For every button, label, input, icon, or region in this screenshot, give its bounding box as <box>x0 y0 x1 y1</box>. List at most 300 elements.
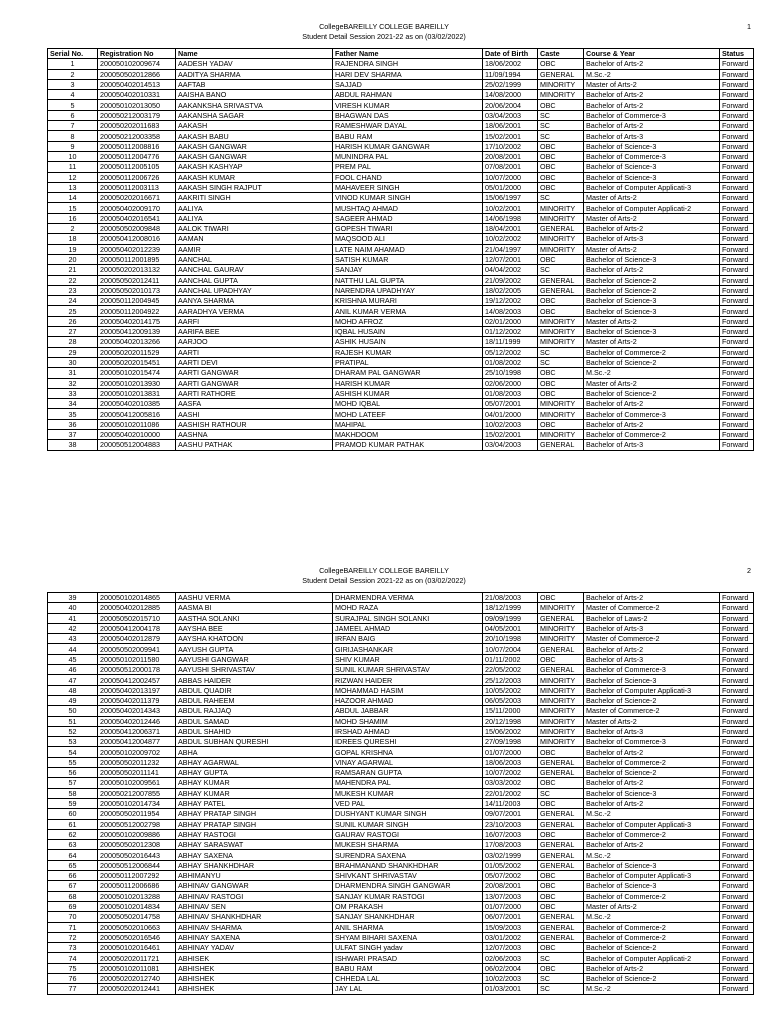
registration-cell: 200050102011580 <box>98 654 176 664</box>
registration-cell: 200050212003179 <box>98 110 176 120</box>
table-row <box>48 695 754 705</box>
registration-cell: 200050112006726 <box>98 172 176 182</box>
caste-cell: SC <box>538 953 584 963</box>
column-header: Father Name <box>333 49 483 59</box>
status-cell: Forward <box>720 665 754 675</box>
serial-cell: 57 <box>48 778 98 788</box>
dob-cell: 10/02/2001 <box>483 203 538 213</box>
caste-cell: GENERAL <box>538 840 584 850</box>
serial-cell: 12 <box>48 172 98 182</box>
dob-cell: 16/07/2003 <box>483 829 538 839</box>
session-subtitle: Student Detail Session 2021-22 as on (03/02/2022) <box>302 32 466 41</box>
course-cell: Master of Arts-2 <box>584 244 720 254</box>
course-cell: M.Sc.-2 <box>584 368 720 378</box>
serial-cell: 69 <box>48 901 98 911</box>
father-name-cell: RAMSARAN GUPTA <box>333 768 483 778</box>
dob-cell: 18/06/2001 <box>483 121 538 131</box>
status-cell: Forward <box>720 110 754 120</box>
serial-cell: 11 <box>48 162 98 172</box>
serial-cell: 34 <box>48 399 98 409</box>
course-cell: Bachelor of Science-2 <box>584 388 720 398</box>
father-name-cell: MUKESH KUMAR <box>333 788 483 798</box>
serial-cell: 38 <box>48 440 98 450</box>
report-page-2 <box>0 558 768 995</box>
table-row <box>48 399 754 409</box>
caste-cell: OBC <box>538 871 584 881</box>
status-cell: Forward <box>720 121 754 131</box>
father-name-cell: ULFAT SINGH yadav <box>333 943 483 953</box>
table-row <box>48 675 754 685</box>
status-cell: Forward <box>720 850 754 860</box>
name-cell: AAKANSHA SAGAR <box>176 110 333 120</box>
registration-cell: 200050212003358 <box>98 131 176 141</box>
caste-cell: OBC <box>538 747 584 757</box>
caste-cell: GENERAL <box>538 860 584 870</box>
course-cell: Master of Commerce-2 <box>584 634 720 644</box>
course-cell: Master of Arts-2 <box>584 79 720 89</box>
father-name-cell: SUNIL KUMAR SHRIVASTAV <box>333 665 483 675</box>
status-cell: Forward <box>720 368 754 378</box>
table-row <box>48 368 754 378</box>
caste-cell: GENERAL <box>538 644 584 654</box>
registration-cell: 200050102013050 <box>98 100 176 110</box>
registration-cell: 200050502010173 <box>98 285 176 295</box>
status-cell: Forward <box>720 100 754 110</box>
table-row <box>48 932 754 942</box>
status-cell: Forward <box>720 881 754 891</box>
registration-cell: 200050412002457 <box>98 675 176 685</box>
dob-cell: 20/06/2004 <box>483 100 538 110</box>
father-name-cell: RIZWAN HAIDER <box>333 675 483 685</box>
caste-cell: OBC <box>538 654 584 664</box>
registration-cell: 200050412004178 <box>98 623 176 633</box>
serial-cell: 73 <box>48 943 98 953</box>
course-cell: Bachelor of Science-3 <box>584 172 720 182</box>
course-cell: M.Sc.-2 <box>584 912 720 922</box>
dob-cell: 06/05/2003 <box>483 695 538 705</box>
name-cell: ABHISHEK <box>176 963 333 973</box>
status-cell: Forward <box>720 912 754 922</box>
course-cell: Bachelor of Arts-2 <box>584 90 720 100</box>
status-cell: Forward <box>720 213 754 223</box>
course-cell: Bachelor of Arts-2 <box>584 399 720 409</box>
table-row <box>48 69 754 79</box>
registration-cell: 200050102016461 <box>98 943 176 953</box>
father-name-cell: OM PRAKASH <box>333 901 483 911</box>
table-row <box>48 809 754 819</box>
dob-cell: 20/10/1998 <box>483 634 538 644</box>
dob-cell: 01/12/2002 <box>483 327 538 337</box>
course-cell: Bachelor of Science-2 <box>584 695 720 705</box>
dob-cell: 10/02/2003 <box>483 973 538 983</box>
registration-cell: 200050402014343 <box>98 706 176 716</box>
name-cell: ABDUL QUADIR <box>176 685 333 695</box>
father-name-cell: SHIV KUMAR <box>333 654 483 664</box>
serial-cell: 28 <box>48 337 98 347</box>
table-row <box>48 778 754 788</box>
table-row <box>48 623 754 633</box>
dob-cell: 15/11/2000 <box>483 706 538 716</box>
name-cell: ABHINAY SAXENA <box>176 932 333 942</box>
course-cell: Bachelor of Arts-3 <box>584 623 720 633</box>
serial-cell: 45 <box>48 654 98 664</box>
table-row <box>48 275 754 285</box>
father-name-cell: VINAY AGARWAL <box>333 757 483 767</box>
course-cell: Bachelor of Arts-3 <box>584 726 720 736</box>
name-cell: ABHAY AGARWAL <box>176 757 333 767</box>
registration-cell: 200050202012441 <box>98 984 176 994</box>
table-row <box>48 347 754 357</box>
status-cell: Forward <box>720 275 754 285</box>
name-cell: ABDUL RAHEEM <box>176 695 333 705</box>
name-cell: ABHA <box>176 747 333 757</box>
table-header-row <box>48 49 754 59</box>
table-row <box>48 706 754 716</box>
name-cell: ABHAY SARASWAT <box>176 840 333 850</box>
registration-cell: 200050502016546 <box>98 932 176 942</box>
father-name-cell: JAY LAL <box>333 984 483 994</box>
table-row <box>48 881 754 891</box>
dob-cell: 06/02/2004 <box>483 963 538 973</box>
table-row <box>48 90 754 100</box>
dob-cell: 09/09/1999 <box>483 613 538 623</box>
registration-cell: 200050502016443 <box>98 850 176 860</box>
status-cell: Forward <box>720 141 754 151</box>
registration-cell: 200050202011721 <box>98 953 176 963</box>
status-cell: Forward <box>720 788 754 798</box>
course-cell: Bachelor of Science-3 <box>584 162 720 172</box>
table-row <box>48 757 754 767</box>
course-cell: Bachelor of Science-3 <box>584 254 720 264</box>
dob-cell: 12/07/2001 <box>483 254 538 264</box>
registration-cell: 200050512004883 <box>98 440 176 450</box>
serial-cell: 7 <box>48 121 98 131</box>
table-row <box>48 440 754 450</box>
status-cell: Forward <box>720 337 754 347</box>
table-row <box>48 788 754 798</box>
caste-cell: GENERAL <box>538 757 584 767</box>
serial-cell: 9 <box>48 141 98 151</box>
registration-cell: 200050412009139 <box>98 327 176 337</box>
status-cell: Forward <box>720 399 754 409</box>
table-row <box>48 59 754 69</box>
father-name-cell: SURENDRA SAXENA <box>333 850 483 860</box>
dob-cell: 20/12/1998 <box>483 716 538 726</box>
father-name-cell: LATE NAIM AHAMAD <box>333 244 483 254</box>
course-cell: M.Sc.-2 <box>584 69 720 79</box>
name-cell: ABHINAV SEN <box>176 901 333 911</box>
serial-cell: 23 <box>48 285 98 295</box>
course-cell: Bachelor of Science-2 <box>584 943 720 953</box>
father-name-cell: GIRIJASHANKAR <box>333 644 483 654</box>
father-name-cell: MOHD RAZA <box>333 603 483 613</box>
caste-cell: MINORITY <box>538 244 584 254</box>
father-name-cell: MAQSOOD ALI <box>333 234 483 244</box>
dob-cell: 18/12/1999 <box>483 603 538 613</box>
father-name-cell: PREM PAL <box>333 162 483 172</box>
registration-cell: 200050502012866 <box>98 69 176 79</box>
caste-cell: OBC <box>538 593 584 603</box>
serial-cell: 6 <box>48 110 98 120</box>
father-name-cell: IRSHAD AHMAD <box>333 726 483 736</box>
course-cell: Bachelor of Arts-2 <box>584 265 720 275</box>
serial-cell: 29 <box>48 347 98 357</box>
course-cell: Master of Commerce-2 <box>584 706 720 716</box>
status-cell: Forward <box>720 685 754 695</box>
serial-cell: 43 <box>48 634 98 644</box>
dob-cell: 18/04/2001 <box>483 224 538 234</box>
status-cell: Forward <box>720 440 754 450</box>
course-cell: M.Sc.-2 <box>584 850 720 860</box>
father-name-cell: MAHAVEER SINGH <box>333 182 483 192</box>
registration-cell: 200050412008016 <box>98 234 176 244</box>
course-cell: Master of Arts-2 <box>584 378 720 388</box>
table-row <box>48 716 754 726</box>
status-cell: Forward <box>720 265 754 275</box>
serial-cell: 68 <box>48 891 98 901</box>
course-cell: Bachelor of Science-3 <box>584 296 720 306</box>
course-cell: Master of Commerce-2 <box>584 603 720 613</box>
table-row <box>48 665 754 675</box>
status-cell: Forward <box>720 59 754 69</box>
caste-cell: SC <box>538 347 584 357</box>
caste-cell: SC <box>538 193 584 203</box>
status-cell: Forward <box>720 901 754 911</box>
status-cell: Forward <box>720 840 754 850</box>
caste-cell: OBC <box>538 296 584 306</box>
caste-cell: MINORITY <box>538 716 584 726</box>
registration-cell: 200050102009674 <box>98 59 176 69</box>
name-cell: AAYUSH GUPTA <box>176 644 333 654</box>
registration-cell: 200050402013266 <box>98 337 176 347</box>
course-cell: Bachelor of Arts-2 <box>584 747 720 757</box>
status-cell: Forward <box>720 675 754 685</box>
course-cell: Bachelor of Commerce-3 <box>584 737 720 747</box>
course-cell: Bachelor of Arts-2 <box>584 59 720 69</box>
table-row <box>48 213 754 223</box>
table-row <box>48 891 754 901</box>
registration-cell: 200050102009561 <box>98 778 176 788</box>
father-name-cell: MUSHTAQ AHMAD <box>333 203 483 213</box>
status-cell: Forward <box>720 860 754 870</box>
course-cell: Bachelor of Commerce-2 <box>584 922 720 932</box>
serial-cell: 59 <box>48 798 98 808</box>
table-row <box>48 963 754 973</box>
caste-cell: GENERAL <box>538 819 584 829</box>
serial-cell: 70 <box>48 912 98 922</box>
caste-cell: OBC <box>538 254 584 264</box>
table-row <box>48 316 754 326</box>
dob-cell: 05/07/2001 <box>483 399 538 409</box>
father-name-cell: MAHENDRA PAL <box>333 778 483 788</box>
dob-cell: 05/12/2002 <box>483 347 538 357</box>
serial-cell: 67 <box>48 881 98 891</box>
dob-cell: 25/10/1998 <box>483 368 538 378</box>
table-row <box>48 265 754 275</box>
status-cell: Forward <box>720 932 754 942</box>
serial-cell: 63 <box>48 840 98 850</box>
caste-cell: GENERAL <box>538 665 584 675</box>
name-cell: AAKASH <box>176 121 333 131</box>
father-name-cell: ASHIK HUSAIN <box>333 337 483 347</box>
name-cell: AADESH YADAV <box>176 59 333 69</box>
status-cell: Forward <box>720 244 754 254</box>
status-cell: Forward <box>720 768 754 778</box>
course-cell: Bachelor of Arts-2 <box>584 593 720 603</box>
session-subtitle: Student Detail Session 2021-22 as on (03/02/2022) <box>302 576 466 585</box>
caste-cell: SC <box>538 131 584 141</box>
name-cell: AARTI GANGWAR <box>176 378 333 388</box>
caste-cell: SC <box>538 110 584 120</box>
dob-cell: 21/08/2003 <box>483 593 538 603</box>
dob-cell: 04/05/2001 <box>483 623 538 633</box>
registration-cell: 200050402014513 <box>98 79 176 89</box>
status-cell: Forward <box>720 922 754 932</box>
table-row <box>48 337 754 347</box>
father-name-cell: CHHEDA LAL <box>333 973 483 983</box>
registration-cell: 200050502010663 <box>98 922 176 932</box>
caste-cell: MINORITY <box>538 695 584 705</box>
table-row <box>48 100 754 110</box>
father-name-cell: BABU RAM <box>333 963 483 973</box>
status-cell: Forward <box>720 757 754 767</box>
registration-cell: 200050402014175 <box>98 316 176 326</box>
dob-cell: 06/07/2001 <box>483 912 538 922</box>
name-cell: ABHAY KUMAR <box>176 778 333 788</box>
name-cell: ABHISHEK <box>176 973 333 983</box>
registration-cell: 200050402013197 <box>98 685 176 695</box>
name-cell: AAISHA BANO <box>176 90 333 100</box>
serial-cell: 53 <box>48 737 98 747</box>
course-cell: Bachelor of Arts-2 <box>584 224 720 234</box>
dob-cell: 20/08/2001 <box>483 881 538 891</box>
table-row <box>48 654 754 664</box>
status-cell: Forward <box>720 778 754 788</box>
course-cell: Master of Arts-2 <box>584 337 720 347</box>
dob-cell: 12/07/2003 <box>483 943 538 953</box>
course-cell: Master of Arts-2 <box>584 193 720 203</box>
course-cell: Bachelor of Commerce-2 <box>584 429 720 439</box>
course-cell: Bachelor of Commerce-3 <box>584 409 720 419</box>
name-cell: AASHU PATHAK <box>176 440 333 450</box>
name-cell: AAYSHA BEE <box>176 623 333 633</box>
caste-cell: SC <box>538 973 584 983</box>
page-number: 1 <box>747 22 751 31</box>
table-row <box>48 429 754 439</box>
registration-cell: 200050402010331 <box>98 90 176 100</box>
dob-cell: 01/05/2002 <box>483 860 538 870</box>
serial-cell: 40 <box>48 603 98 613</box>
course-cell: Bachelor of Science-3 <box>584 141 720 151</box>
dob-cell: 15/09/2003 <box>483 922 538 932</box>
caste-cell: OBC <box>538 172 584 182</box>
caste-cell: GENERAL <box>538 932 584 942</box>
table-row <box>48 798 754 808</box>
father-name-cell: ISHWARI PRASAD <box>333 953 483 963</box>
registration-cell: 200050112008816 <box>98 141 176 151</box>
name-cell: AANCHAL UPADHYAY <box>176 285 333 295</box>
dob-cell: 07/08/2001 <box>483 162 538 172</box>
father-name-cell: GAURAV RASTOGI <box>333 829 483 839</box>
caste-cell: SC <box>538 265 584 275</box>
dob-cell: 14/08/2003 <box>483 306 538 316</box>
table-row <box>48 131 754 141</box>
column-header: Registration No <box>98 49 176 59</box>
dob-cell: 22/01/2002 <box>483 788 538 798</box>
registration-cell: 200050112005105 <box>98 162 176 172</box>
father-name-cell: HARISH KUMAR <box>333 378 483 388</box>
table-row <box>48 747 754 757</box>
column-header: Date of Birth <box>483 49 538 59</box>
status-cell: Forward <box>720 296 754 306</box>
course-cell: Bachelor of Computer Applicati-2 <box>584 953 720 963</box>
father-name-cell: VIRESH KUMAR <box>333 100 483 110</box>
registration-cell: 200050512000178 <box>98 665 176 675</box>
table-row <box>48 327 754 337</box>
father-name-cell: SHYAM BIHARI SAXENA <box>333 932 483 942</box>
course-cell: Bachelor of Computer Applicati-3 <box>584 819 720 829</box>
name-cell: AALIYA <box>176 213 333 223</box>
father-name-cell: BHAGWAN DAS <box>333 110 483 120</box>
caste-cell: MINORITY <box>538 234 584 244</box>
status-cell: Forward <box>720 634 754 644</box>
father-name-cell: RAJENDRA SINGH <box>333 59 483 69</box>
dob-cell: 15/02/2001 <box>483 429 538 439</box>
course-cell: Bachelor of Science-2 <box>584 357 720 367</box>
father-name-cell: RAMESHWAR DAYAL <box>333 121 483 131</box>
caste-cell: OBC <box>538 141 584 151</box>
father-name-cell: SAJJAD <box>333 79 483 89</box>
registration-cell: 200050402009170 <box>98 203 176 213</box>
caste-cell: GENERAL <box>538 275 584 285</box>
dob-cell: 25/12/2003 <box>483 675 538 685</box>
father-name-cell: SANJAY KUMAR RASTOGI <box>333 891 483 901</box>
status-cell: Forward <box>720 327 754 337</box>
name-cell: AASTHA SOLANKI <box>176 613 333 623</box>
status-cell: Forward <box>720 378 754 388</box>
father-name-cell: DHARAM PAL GANGWAR <box>333 368 483 378</box>
name-cell: ABHINAY YADAV <box>176 943 333 953</box>
serial-cell: 61 <box>48 819 98 829</box>
dob-cell: 15/02/2001 <box>483 131 538 141</box>
registration-cell: 200050402010000 <box>98 429 176 439</box>
name-cell: ABDUL RAJJAQ <box>176 706 333 716</box>
registration-cell: 200050202012740 <box>98 973 176 983</box>
table-row <box>48 819 754 829</box>
serial-cell: 77 <box>48 984 98 994</box>
father-name-cell: SATISH KUMAR <box>333 254 483 264</box>
name-cell: AAMIR <box>176 244 333 254</box>
dob-cell: 03/04/2003 <box>483 110 538 120</box>
caste-cell: SC <box>538 357 584 367</box>
serial-cell: 16 <box>48 213 98 223</box>
father-name-cell: MAKHDOOM <box>333 429 483 439</box>
name-cell: AARFI <box>176 316 333 326</box>
status-cell: Forward <box>720 131 754 141</box>
registration-cell: 200050412006371 <box>98 726 176 736</box>
name-cell: AAYUSHI GANGWAR <box>176 654 333 664</box>
column-header: Serial No. <box>48 49 98 59</box>
caste-cell: MINORITY <box>538 409 584 419</box>
caste-cell: MINORITY <box>538 726 584 736</box>
caste-cell: OBC <box>538 59 584 69</box>
student-table <box>47 48 754 451</box>
dob-cell: 04/04/2002 <box>483 265 538 275</box>
course-cell: Bachelor of Arts-2 <box>584 419 720 429</box>
name-cell: AARTI GANGWAR <box>176 368 333 378</box>
course-cell: Bachelor of Arts-3 <box>584 131 720 141</box>
table-row <box>48 296 754 306</box>
